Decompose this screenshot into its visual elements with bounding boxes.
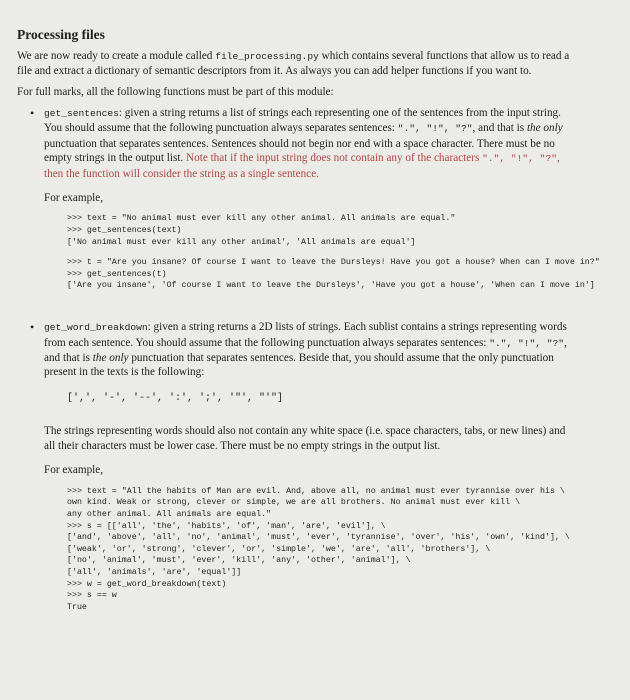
word-strings-paragraph: The strings representing words should also not contain any white space (i.e. space characters, tabs, or new lines) and all their characters must be lower case. There must be no empty strings in the output list. bbox=[44, 425, 566, 452]
get-sentences-desc-1: : given a string returns a list of strings each representing one of the sentences from the input string. You should assume that the following punctuation always separates sentences: bbox=[44, 107, 561, 135]
example-label: For example, bbox=[44, 192, 104, 205]
get-sentences-note-1: Note that if the input string does not contain any of the characters bbox=[186, 152, 483, 165]
intro-text-after: which contains several functions that allow us to read a file and extract a dictionary of semantic descriptors from it. As always you can add helper functions if you want to. bbox=[17, 50, 570, 77]
get-sentences-description bbox=[44, 106, 578, 181]
intro-paragraph bbox=[17, 49, 578, 79]
get-word-breakdown-punct: ".", "!", "?" bbox=[489, 337, 565, 349]
get-sentences-name: get_sentences bbox=[44, 108, 119, 119]
example-label: For example, bbox=[44, 464, 104, 477]
get-sentences-note-2: , then the function will consider the string as a single sentence. bbox=[44, 152, 560, 180]
get-sentences-punct: ".", "!", "?" bbox=[397, 123, 473, 135]
intro-text-before: We are now ready to create a module called bbox=[17, 50, 216, 62]
list-item-get-sentences bbox=[44, 106, 600, 320]
function-list bbox=[17, 106, 600, 613]
get-sentences-desc-3: punctuation that separates sentences. Sentences should not begin nor end with a space character. There must be no empty strings in the output list. bbox=[44, 137, 555, 165]
code-block-sentences-1: >>> text = "No animal must ever kill any other animal. All animals are equal." >>> get_sentences(text) ['No animal must ever kill any other animal', 'All animals are equal'] bbox=[67, 214, 456, 248]
get-word-breakdown-desc-1: : given a string returns a 2D lists of strings. Each sublist contains a strings representing words from each sentence. You should assume that the following punctuation always separates sentences: bbox=[44, 321, 567, 349]
get-sentences-desc-2: , and that is bbox=[472, 122, 527, 135]
get-sentences-note-punct: ".", "!", "?" bbox=[482, 153, 557, 165]
get-word-breakdown-description bbox=[44, 320, 578, 380]
punctuation-list: [',', '-', '--', ':', ';', '"', "'"] bbox=[67, 392, 284, 404]
get-sentences-the: the bbox=[526, 122, 541, 135]
list-item-get-word-breakdown bbox=[44, 320, 578, 613]
code-block-sentences-2: >>> t = "Are you insane? Of course I want to leave the Dursleys! Have you got a house? When can I move in?" >>> get_sentences(t) ['Are you insane', 'Of course I want to leave the Dursleys', 'Have you got a house', 'When can I move in'] bbox=[67, 257, 600, 291]
get-word-breakdown-desc-3: punctuation that separates sentences. Beside that, you should assume that the only punctuation present in the texts is the following: bbox=[44, 352, 554, 379]
module-name: file_processing.py bbox=[215, 51, 319, 62]
get-sentences-only: only bbox=[543, 122, 563, 135]
get-word-breakdown-the: the bbox=[92, 352, 107, 365]
get-word-breakdown-desc-2: , and that is bbox=[44, 336, 567, 365]
full-marks-paragraph: For full marks, all the following functions must be part of this module: bbox=[17, 86, 334, 98]
page-title: Processing files bbox=[17, 27, 105, 42]
code-block-word-breakdown: >>> text = "All the habits of Man are evil. And, above all, no animal must ever tyrannise over his \ own kind. Weak or strong, clever or simple, we are all brothers. No animal must ever kill \ any other animal. All animals are equal." >>> s = [['all', 'the', 'habits', 'of', 'man', 'are', 'evil'], \ ['and', 'above', 'all', 'no', 'animal', 'must', 'ever', 'tyrannise', 'over', 'his', 'own', 'kind'], \ ['weak', 'or', 'strong', 'clever', 'or', 'simple', 'we', 'are', 'all', 'brothers'], \ ['no', 'animal', 'must', 'ever', 'kill', 'any', 'other', 'animal'], \ ['all', 'animals', 'are', 'equal']] >>> w = get_word_breakdown(text) >>> s == w True bbox=[67, 486, 570, 612]
get-word-breakdown-name: get_word_breakdown bbox=[44, 322, 148, 334]
get-word-breakdown-only: only bbox=[109, 352, 129, 365]
